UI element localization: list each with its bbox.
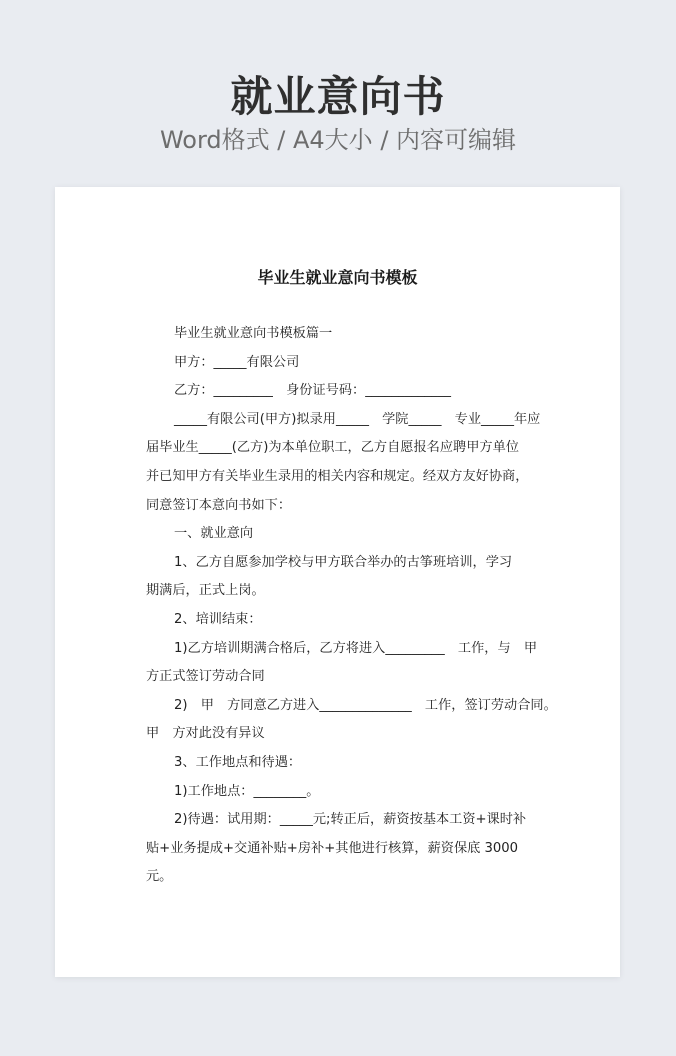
clause-heading: 3、工作地点和待遇： (174, 754, 302, 770)
clause-line: 2)待遇：试用期：_____元;转正后，薪资按基本工资+课时补 (174, 812, 527, 828)
clause-line: 1)工作地点：________。 (174, 783, 320, 799)
banner-title: 就业意向书 (230, 72, 446, 121)
document-body (146, 320, 557, 892)
clause-line: 期满后，正式上岗。 (146, 583, 265, 599)
clause-line: 贴+业务提成+交通补贴+房补+其他进行核算，薪资保底 3000 (146, 840, 519, 856)
section-heading: 毕业生就业意向书模板篇一 (174, 326, 333, 341)
clause-heading: 2、培训结束： (174, 611, 262, 627)
clause-line: 元。 (146, 869, 173, 885)
party-b-line: 乙方：_________ 身份证号码：_____________ (174, 383, 451, 399)
paragraph-line: _____有限公司(甲方)拟录用_____ 学院_____ 专业_____年应 (174, 411, 541, 427)
clause-heading: 一、就业意向 (174, 526, 254, 542)
clause-line: 甲 方对此没有异议 (146, 726, 265, 742)
document-title: 毕业生就业意向书模板 (257, 268, 418, 287)
paragraph-line: 届毕业生_____(乙方)为本单位职工，乙方自愿报名应聘甲方单位 (146, 440, 519, 456)
paragraph-line: 同意签订本意向书如下： (146, 497, 292, 513)
document-page (55, 187, 620, 977)
clause-line: 方正式签订劳动合同 (146, 669, 265, 685)
clause-line: 1、乙方自愿参加学校与甲方联合举办的古筝班培训，学习 (174, 554, 513, 570)
clause-line: 1)乙方培训期满合格后，乙方将进入_________ 工作，与 甲 (174, 640, 538, 656)
banner-subtitle: Word格式 / A4大小 / 内容可编辑 (159, 126, 517, 154)
paragraph-line: 并已知甲方有关毕业生录用的相关内容和规定。经双方友好协商， (146, 468, 529, 484)
party-a-line: 甲方：_____有限公司 (174, 354, 300, 370)
clause-line: 2) 甲 方同意乙方进入______________ 工作，签订劳动合同。 (174, 697, 557, 713)
